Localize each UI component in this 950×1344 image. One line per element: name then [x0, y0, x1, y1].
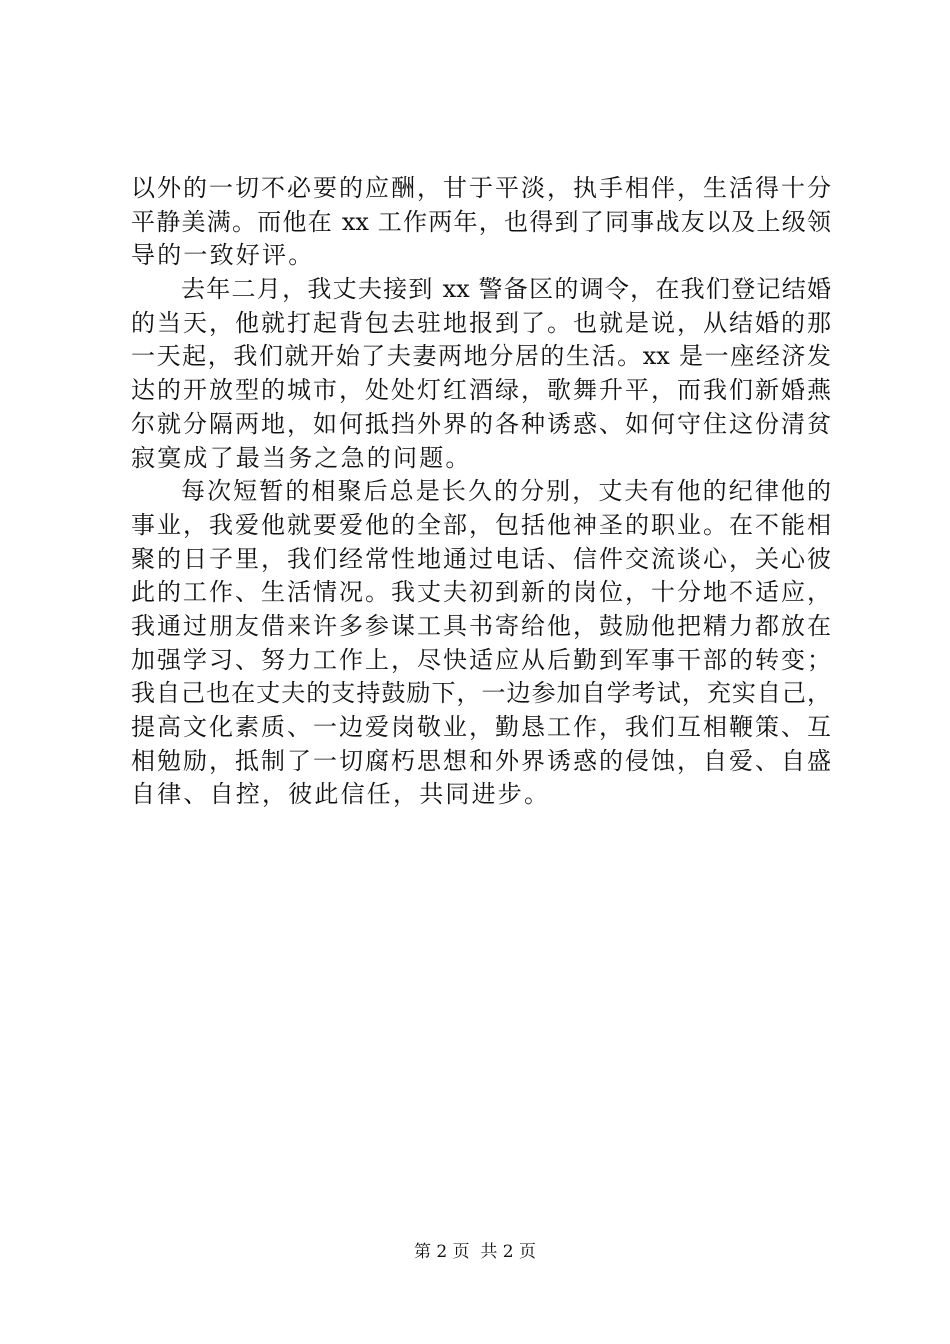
- text-line: 加强学习、努力工作上，尽快适应从后勤到军事干部的转变；: [131, 645, 831, 674]
- page-total: 共 2 页: [480, 1242, 537, 1262]
- body-text: [131, 172, 831, 812]
- text-line: 我通过朋友借来许多参谋工具书寄给他，鼓励他把精力都放在: [131, 611, 831, 640]
- text-line: 去年二月，我丈夫接到 xx 警备区的调令，在我们登记结婚: [181, 275, 831, 304]
- text-line: 此的工作、生活情况。我丈夫初到新的岗位，十分地不适应，: [131, 578, 831, 607]
- text-line: 相勉励，抵制了一切腐朽思想和外界诱惑的侵蚀，自爱、自盛: [131, 746, 831, 775]
- text-line: 寂寞成了最当务之急的问题。: [131, 443, 472, 472]
- text-line: 聚的日子里，我们经常性地通过电话、信件交流谈心，关心彼: [131, 544, 831, 573]
- text-line: 的当天，他就打起背包去驻地报到了。也就是说，从结婚的那: [131, 308, 831, 337]
- text-line: 以外的一切不必要的应酬，甘于平淡，执手相伴，生活得十分: [131, 174, 831, 202]
- text-line: 自律、自控，彼此信任，共同进步。: [131, 780, 551, 809]
- text-line: 导的一致好评。: [131, 241, 315, 270]
- text-line: 一天起，我们就开始了夫妻两地分居的生活。xx 是一座经济发: [131, 342, 831, 371]
- text-line: 事业，我爱他就要爱他的全部，包括他神圣的职业。在不能相: [131, 510, 831, 539]
- page-number: 第 2 页: [413, 1242, 470, 1262]
- text-line: 我自己也在丈夫的支持鼓励下，一边参加自学考试，充实自己，: [131, 679, 831, 708]
- text-line: 平静美满。而他在 xx 工作两年，也得到了同事战友以及上级领: [131, 207, 831, 236]
- page-footer: [0, 1240, 950, 1264]
- text-line: 尔就分隔两地，如何抵挡外界的各种诱惑、如何守住这份清贫: [131, 409, 831, 438]
- text-line: 提高文化素质、一边爱岗敬业，勤恳工作，我们互相鞭策、互: [131, 713, 831, 741]
- footer-spacer: [470, 1242, 481, 1262]
- text-line: 每次短暂的相聚后总是长久的分别，丈夫有他的纪律他的: [181, 477, 831, 506]
- text-line: 达的开放型的城市，处处灯红酒绿，歌舞升平，而我们新婚燕: [131, 376, 831, 405]
